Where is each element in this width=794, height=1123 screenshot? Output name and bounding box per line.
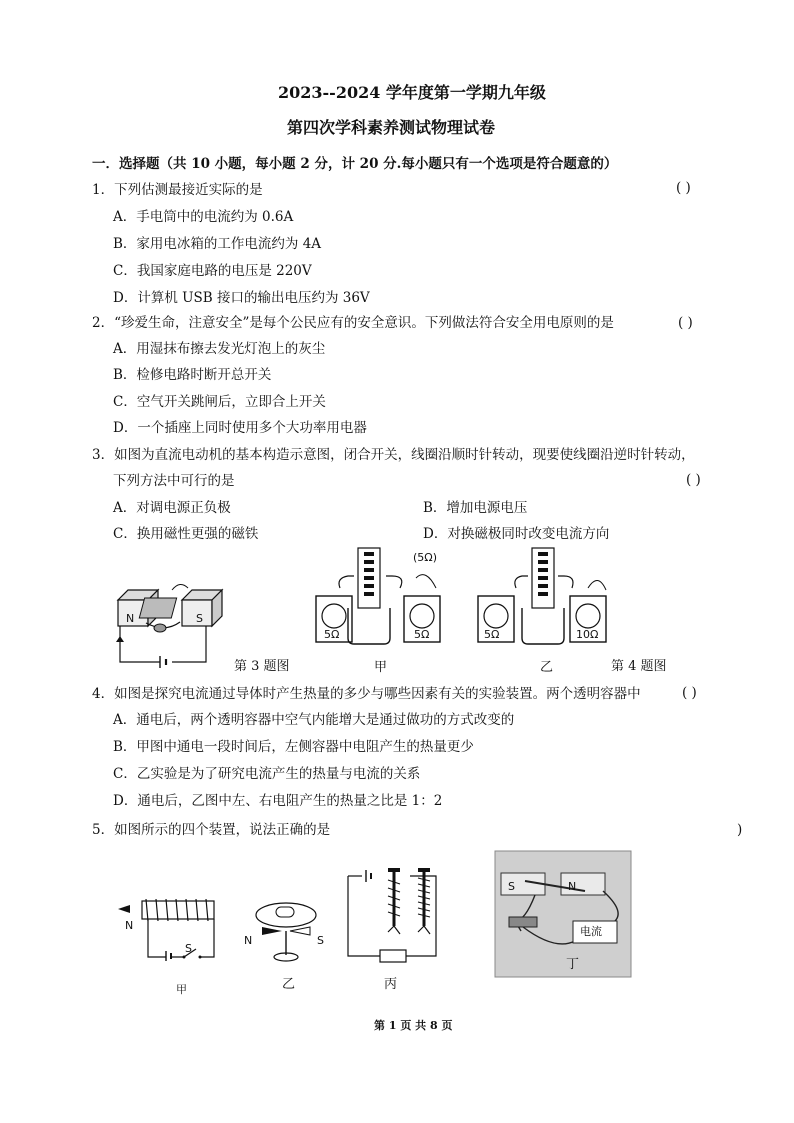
fig4-yi-label: 乙 bbox=[540, 660, 554, 675]
fig4-caption: 第 4 题图 bbox=[611, 659, 667, 674]
q5-yi-south-label: S bbox=[317, 934, 324, 947]
q5-jia-north-label: N bbox=[125, 919, 134, 932]
q4-option-a: A．通电后，两个透明容器中空气内能增大是通过做功的方式改变的 bbox=[113, 712, 515, 728]
q5-answer-bracket: ) bbox=[737, 822, 743, 838]
fig4-jia-left-resistor: 5Ω bbox=[324, 628, 340, 641]
q1-option-b: B．家用电冰箱的工作电流约为 4A bbox=[113, 236, 322, 252]
fig4-yi-right-resistor: 10Ω bbox=[576, 628, 599, 641]
q3-option-c: C．换用磁性更强的磁铁 bbox=[113, 526, 259, 542]
q4-option-d: D．通电后，乙图中左、右电阻产生的热量之比是 1：2 bbox=[113, 793, 443, 809]
q5-jia-label: 甲 bbox=[176, 983, 187, 996]
q5-jia-solenoid-diagram bbox=[118, 895, 228, 961]
fig3-caption: 第 3 题图 bbox=[234, 659, 290, 674]
q5-ding-meter-label: 电流 bbox=[580, 925, 602, 938]
q1-stem: 1．下列估测最接近实际的是 bbox=[92, 182, 263, 198]
fig3-south-label: S bbox=[196, 612, 203, 625]
q5-bing-electromagnet-diagram bbox=[344, 866, 444, 968]
q5-ding-label: 丁 bbox=[566, 957, 580, 972]
q1-answer-bracket: ( ) bbox=[676, 180, 691, 196]
q4-option-b: B．甲图中通电一段时间后，左侧容器中电阻产生的热量更少 bbox=[113, 739, 474, 755]
exam-title-line2: 第四次学科素养测试物理试卷 bbox=[287, 118, 496, 137]
q2-answer-bracket: ( ) bbox=[678, 315, 693, 331]
q5-ding-south-label: S bbox=[508, 880, 515, 893]
page-number: 第 1 页 共 8 页 bbox=[374, 1019, 453, 1032]
exam-title-line1: 2023--2024 学年度第一学期九年级 bbox=[278, 83, 546, 102]
q1-option-c: C．我国家庭电路的电压是 220V bbox=[113, 263, 312, 279]
q5-bing-label: 丙 bbox=[384, 977, 398, 992]
fig4-jia-outer-resistor: (5Ω) bbox=[413, 551, 437, 564]
q2-option-c: C．空气开关跳闸后，立即合上开关 bbox=[113, 394, 326, 410]
q5-stem: 5．如图所示的四个装置，说法正确的是 bbox=[92, 822, 331, 838]
q2-option-a: A．用湿抹布擦去发光灯泡上的灰尘 bbox=[113, 341, 326, 357]
section-heading: 一．选择题（共 10 小题，每小题 2 分，计 20 分.每小题只有一个选项是符合题意的） bbox=[92, 156, 618, 172]
q2-option-b: B．检修电路时断开总开关 bbox=[113, 367, 272, 383]
q5-jia-switch-label: S bbox=[185, 942, 192, 955]
q4-stem: 4．如图是探究电流通过导体时产生热量的多少与哪些因素有关的实验装置。两个透明容器中 bbox=[92, 686, 641, 702]
q3-option-b: B．增加电源电压 bbox=[423, 500, 528, 516]
q3-option-d: D．对换磁极同时改变电流方向 bbox=[423, 526, 610, 542]
q3-answer-bracket: ( ) bbox=[686, 472, 701, 488]
q5-yi-compass-diagram bbox=[240, 895, 330, 967]
q3-option-a: A．对调电源正负极 bbox=[113, 500, 231, 516]
q5-yi-north-label: N bbox=[244, 934, 253, 947]
q2-stem: 2．“珍爱生命，注意安全”是每个公民应有的安全意识。下列做法符合安全用电原则的是 bbox=[92, 315, 614, 331]
q2-option-d: D．一个插座上同时使用多个大功率用电器 bbox=[113, 420, 367, 436]
q4-option-c: C．乙实验是为了研究电流产生的热量与电流的关系 bbox=[113, 766, 421, 782]
q3-stem: 3．如图为直流电动机的基本构造示意图，闭合开关，线圈沿顺时针转动，现要使线圈沿逆时针转动， bbox=[92, 447, 695, 463]
q5-yi-label: 乙 bbox=[282, 977, 296, 992]
fig4-yi-left-resistor: 5Ω bbox=[484, 628, 500, 641]
q5-ding-generator-photo bbox=[495, 851, 631, 977]
q3-stem-line2: 下列方法中可行的是 bbox=[113, 473, 235, 489]
q1-option-d: D．计算机 USB 接口的输出电压约为 36V bbox=[113, 290, 370, 306]
fig4-jia-label: 甲 bbox=[374, 660, 388, 675]
q5-ding-north-label: N bbox=[568, 880, 577, 893]
fig3-north-label: N bbox=[126, 612, 135, 625]
fig4-jia-right-resistor: 5Ω bbox=[414, 628, 430, 641]
q4-answer-bracket: ( ) bbox=[682, 685, 697, 701]
q1-option-a: A．手电筒中的电流约为 0.6A bbox=[113, 209, 294, 225]
